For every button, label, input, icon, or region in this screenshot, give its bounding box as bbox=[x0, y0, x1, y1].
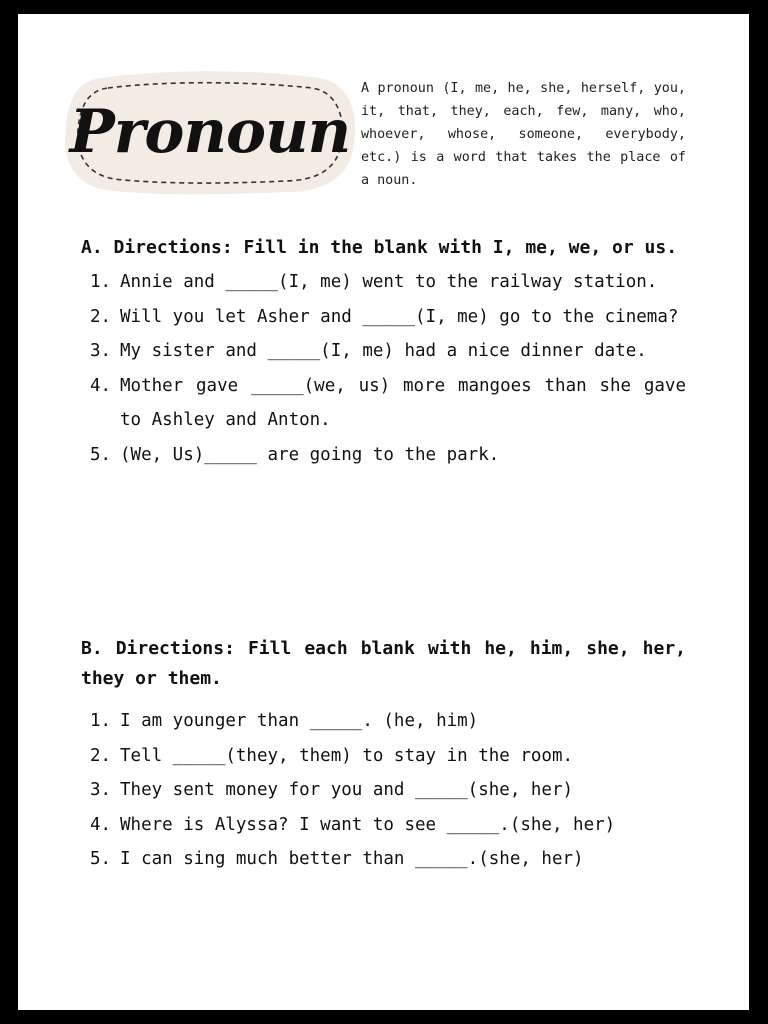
list-item bbox=[81, 739, 686, 774]
list-item bbox=[81, 300, 686, 335]
list-item bbox=[81, 773, 686, 808]
section-a-list bbox=[81, 265, 686, 472]
section-a-heading: A. Directions: Fill in the blank with I, me, we, or us. bbox=[81, 237, 678, 258]
page-title: Pronoun bbox=[69, 97, 351, 167]
section-b-list bbox=[81, 704, 686, 877]
item-number: 5. bbox=[90, 444, 112, 465]
list-item bbox=[81, 334, 686, 369]
item-number: 2. bbox=[90, 745, 112, 766]
section-a bbox=[81, 233, 686, 472]
item-text: Annie and _____(I, me) went to the railway station. bbox=[120, 272, 658, 292]
item-number: 5. bbox=[90, 849, 112, 869]
item-text: Where is Alyssa? I want to see _____.(she, her) bbox=[120, 814, 616, 835]
section-b-heading: B. Directions: Fill each blank with he, him, she, her, they or them. bbox=[81, 638, 686, 689]
item-text: My sister and _____(I, me) had a nice dinner date. bbox=[120, 341, 647, 361]
item-text: I can sing much better than _____.(she, her) bbox=[120, 849, 584, 869]
item-number: 2. bbox=[90, 306, 112, 327]
item-text: Tell _____(they, them) to stay in the room. bbox=[120, 745, 574, 766]
list-item bbox=[81, 265, 686, 300]
list-item bbox=[81, 369, 686, 438]
item-number: 1. bbox=[90, 711, 112, 731]
section-b bbox=[81, 634, 686, 877]
item-number: 4. bbox=[90, 375, 112, 396]
item-number: 1. bbox=[90, 272, 112, 292]
title-badge bbox=[62, 68, 358, 196]
list-item bbox=[81, 842, 686, 877]
item-number: 3. bbox=[90, 780, 112, 800]
pronoun-definition: A pronoun (I, me, he, she, herself, you, it, that, they, each, few, many, who, whoever, whose, someone, everybody, etc.) is a word that takes the place of a noun. bbox=[361, 81, 686, 188]
list-item bbox=[81, 438, 686, 473]
item-text: Will you let Asher and _____(I, me) go to the cinema? bbox=[120, 306, 679, 327]
list-item bbox=[81, 704, 686, 739]
item-number: 3. bbox=[90, 341, 112, 361]
item-text: They sent money for you and _____(she, her) bbox=[120, 780, 574, 800]
item-text: Mother gave _____(we, us) more mangoes than she gave to Ashley and Anton. bbox=[120, 375, 686, 430]
worksheet-page bbox=[18, 14, 749, 1010]
list-item bbox=[81, 808, 686, 843]
item-text: (We, Us)_____ are going to the park. bbox=[120, 444, 500, 465]
item-number: 4. bbox=[90, 814, 112, 835]
item-text: I am younger than _____. (he, him) bbox=[120, 711, 479, 731]
